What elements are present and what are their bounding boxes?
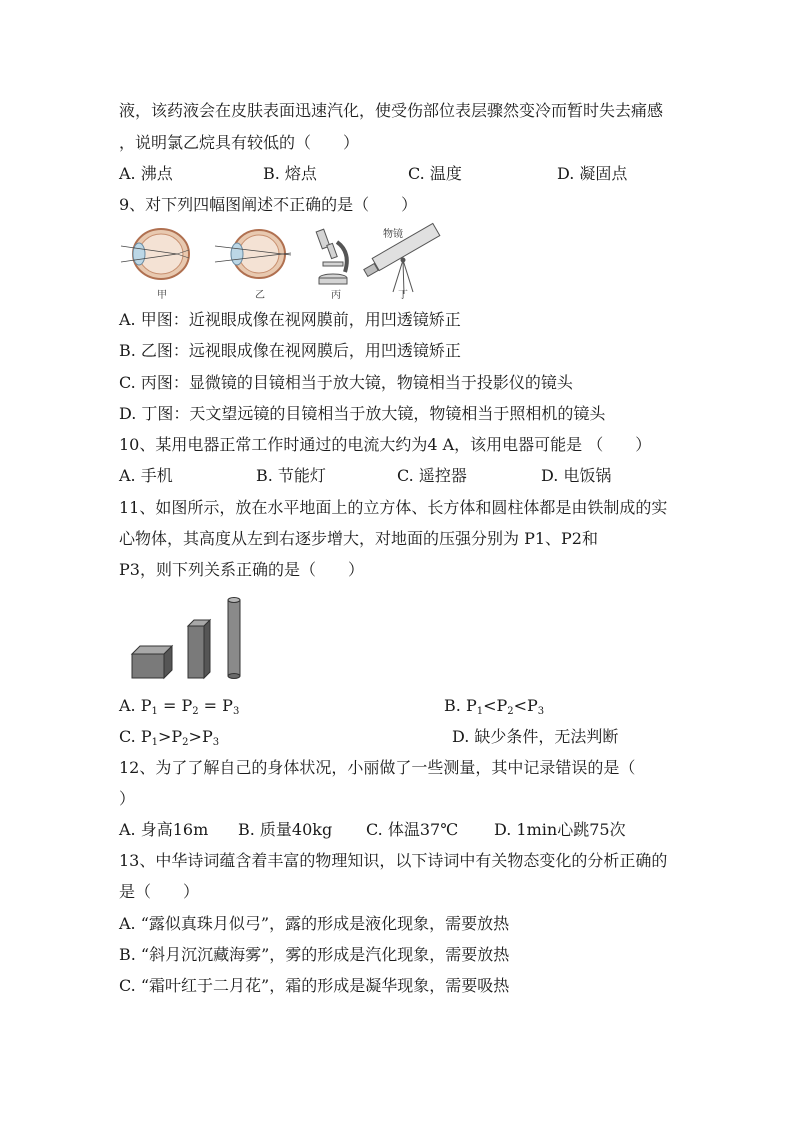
cube-figure [132, 646, 172, 678]
q11-option-c: C. $P_1>P_2>P_3$ [119, 727, 220, 748]
q8-option-d: D. 凝固点 [557, 164, 628, 183]
q12-option-b: B. 质量40kg [238, 820, 333, 839]
q12-option-c: C. 体温37℃ [366, 820, 459, 839]
q8-line1: 液，该药液会在皮肤表面迅速汽化，使受伤部位表层骤然变冷而暂时失去痛感 [119, 101, 664, 120]
eye-figure-jia [121, 229, 189, 279]
q13-line1: 13、中华诗词蕴含着丰富的物理知识，以下诗词中有关物态变化的分析正确的 [119, 851, 668, 870]
q11-line1: 11、如图所示，放在水平地面上的立方体、长方体和圆柱体都是由铁制成的实 [119, 498, 668, 517]
q10-stem: 10、某用电器正常工作时通过的电流大约为4 A，该用电器可能是 （ ） [119, 435, 652, 454]
q9-option-b: B. 乙图：远视眼成像在视网膜后，用凹透镜矫正 [119, 341, 461, 360]
cuboid-figure [188, 620, 210, 678]
figure-label-ding: 丁 [398, 290, 408, 300]
q12-line2: ） [119, 789, 136, 808]
q13-option-a: A. “露似真珠月似弓”，露的形成是液化现象，需要放热 [119, 914, 510, 933]
q11-option-a: A. $P_1 = P_2 = P_3$ [119, 696, 240, 717]
q12-option-d: D. 1min心跳75次 [494, 820, 626, 839]
telescope-objective-label: 物镜 [383, 229, 403, 240]
q10-option-c: C. 遥控器 [397, 466, 467, 485]
q12-line1: 12、为了了解自己的身体状况，小丽做了一些测量，其中记录错误的是（ [119, 758, 636, 777]
q8-option-b: B. 熔点 [263, 164, 317, 183]
figure-label-bing: 丙 [331, 290, 341, 300]
q8-option-a: A. 沸点 [119, 164, 173, 183]
q10-option-a: A. 手机 [119, 466, 173, 485]
q11-line3: P3，则下列关系正确的是（ ） [119, 560, 364, 579]
q10-option-b: B. 节能灯 [256, 466, 326, 485]
q9-optics-figure [119, 222, 445, 300]
figure-label-jia: 甲 [157, 290, 167, 300]
eye-figure-yi [215, 230, 291, 278]
q10-option-d: D. 电饭锅 [541, 466, 612, 485]
cylinder-figure [228, 598, 240, 679]
q9-stem: 9、对下列四幅图阐述不正确的是（ ） [119, 195, 418, 214]
q13-option-c: C. “霜叶红于二月花”，霜的形成是凝华现象，需要吸热 [119, 976, 510, 995]
q8-line2: ，说明氯乙烷具有较低的（ ） [119, 133, 360, 152]
q8-option-c: C. 温度 [408, 164, 462, 183]
q11-solids-figure [128, 592, 248, 680]
q9-option-c: C. 丙图：显微镜的目镜相当于放大镜，物镜相当于投影仪的镜头 [119, 373, 573, 392]
q13-option-b: B. “斜月沉沉藏海雾”，雾的形成是汽化现象，需要放热 [119, 945, 510, 964]
q11-option-d: D. 缺少条件，无法判断 [452, 727, 619, 746]
q9-option-d: D. 丁图：天文望远镜的目镜相当于放大镜，物镜相当于照相机的镜头 [119, 404, 606, 423]
q11-line2: 心物体，其高度从左到右逐步增大，对地面的压强分别为 P1、P2和 [119, 529, 598, 548]
microscope-figure-bing [316, 229, 347, 284]
q11-option-b: B. $P_1<P_2<P_3$ [444, 696, 545, 717]
q9-option-a: A. 甲图：近视眼成像在视网膜前，用凹透镜矫正 [119, 310, 461, 329]
q13-line2: 是（ ） [119, 882, 200, 901]
q12-option-a: A. 身高16m [119, 820, 209, 839]
figure-label-yi: 乙 [255, 290, 265, 300]
